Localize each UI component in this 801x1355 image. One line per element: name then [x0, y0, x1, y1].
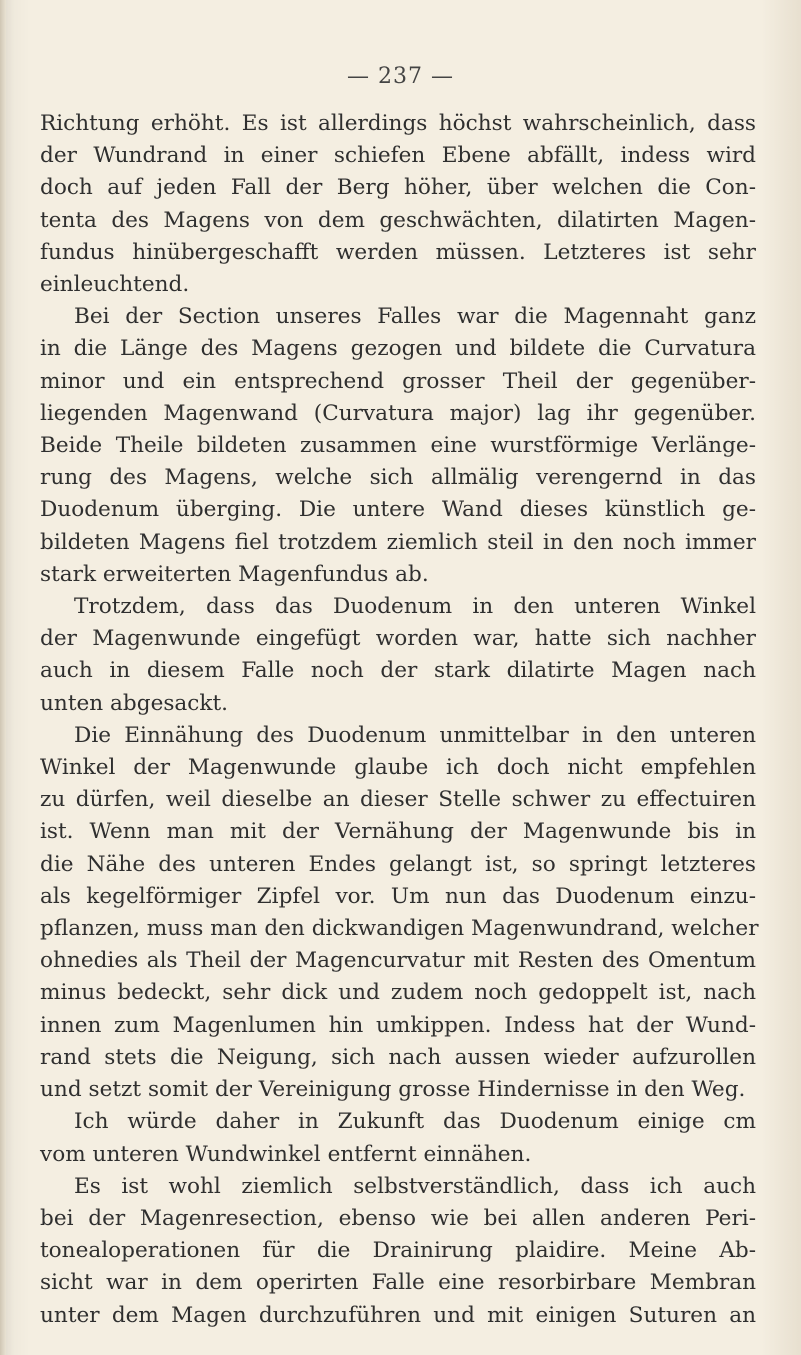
text-line: tonealoperationen für die Drainirung plaidire. Meine Ab-: [40, 1238, 756, 1264]
text-line: unten abgesackt.: [40, 690, 229, 716]
text-line: innen zum Magenlumen hin umkippen. Indess hat der Wund-: [40, 1012, 756, 1038]
text-line: die Nähe des unteren Endes gelangt ist, so springt letzteres: [40, 851, 756, 877]
text-line: auch in diesem Falle noch der stark dilatirte Magen nach: [40, 658, 756, 684]
text-line: fundus hinübergeschafft werden müssen. Letzteres ist sehr: [40, 239, 756, 265]
text-line: Winkel der Magenwunde glaube ich doch nicht empfehlen: [40, 755, 756, 781]
text-line: in die Länge des Magens gezogen und bildete die Curvatura: [40, 336, 756, 362]
text-line: und setzt somit der Vereinigung grosse Hindernisse in den Weg.: [40, 1077, 746, 1103]
text-line: Die Einnähung des Duodenum unmittelbar in den unteren: [74, 722, 756, 748]
text-line: unter dem Magen durchzuführen und mit einigen Suturen an: [40, 1302, 756, 1328]
page-number: — 237 —: [347, 64, 454, 89]
text-line: Trotzdem, dass das Duodenum in den unteren Winkel: [74, 594, 756, 620]
text-line: sicht war in dem operirten Falle eine resorbirbare Membran: [40, 1270, 756, 1296]
text-line: ist. Wenn man mit der Vernähung der Magenwunde bis in: [40, 819, 756, 845]
text-line: bei der Magenresection, ebenso wie bei allen anderen Peri-: [40, 1205, 756, 1231]
text-line: liegenden Magenwand (Curvatura major) lag ihr gegenüber.: [40, 400, 756, 426]
text-line: tenta des Magens von dem geschwächten, dilatirten Magen-: [40, 207, 756, 233]
text-line: als kegelförmiger Zipfel vor. Um nun das Duodenum einzu-: [40, 883, 756, 909]
text-line: Richtung erhöht. Es ist allerdings höchst wahrscheinlich, dass: [40, 111, 756, 136]
text-line: Beide Theile bildeten zusammen eine wurstförmige Verlänge-: [40, 433, 756, 459]
text-line: einleuchtend.: [40, 272, 190, 298]
body-text: [40, 108, 759, 1332]
text-line: zu dürfen, weil dieselbe an dieser Stelle schwer zu effectuiren: [40, 787, 756, 813]
text-line: Bei der Section unseres Falles war die Magennaht ganz: [74, 304, 756, 330]
text-line: bildeten Magens fiel trotzdem ziemlich steil in den noch immer: [40, 529, 756, 555]
text-line: der Wundrand in einer schiefen Ebene abfällt, indess wird: [40, 143, 756, 169]
text-line: Ich würde daher in Zukunft das Duodenum einige cm: [74, 1109, 756, 1135]
text-line: ohnedies als Theil der Magencurvatur mit Resten des Omentum: [40, 948, 756, 974]
text-line: minus bedeckt, sehr dick und zudem noch gedoppelt ist, nach: [40, 980, 756, 1006]
text-line: stark erweiterten Magenfundus ab.: [40, 561, 429, 587]
text-line: pflanzen, muss man den dickwandigen Magenwundrand, welcher: [40, 916, 759, 942]
text-line: der Magenwunde eingefügt worden war, hatte sich nachher: [40, 626, 756, 652]
text-line: rung des Magens, welche sich allmälig verengernd in das: [40, 465, 756, 491]
text-line: Duodenum überging. Die untere Wand dieses künstlich ge-: [40, 497, 756, 523]
text-line: Es ist wohl ziemlich selbstverständlich, dass ich auch: [74, 1173, 756, 1199]
text-line: rand stets die Neigung, sich nach aussen wieder aufzurollen: [40, 1044, 756, 1070]
text-line: doch auf jeden Fall der Berg höher, über welchen die Con-: [40, 175, 756, 201]
text-line: minor und ein entsprechend grosser Theil der gegenüber-: [40, 368, 756, 394]
page-binding-edge: [0, 0, 6, 1355]
text-line: vom unteren Wundwinkel entfernt einnähen.: [40, 1141, 532, 1167]
